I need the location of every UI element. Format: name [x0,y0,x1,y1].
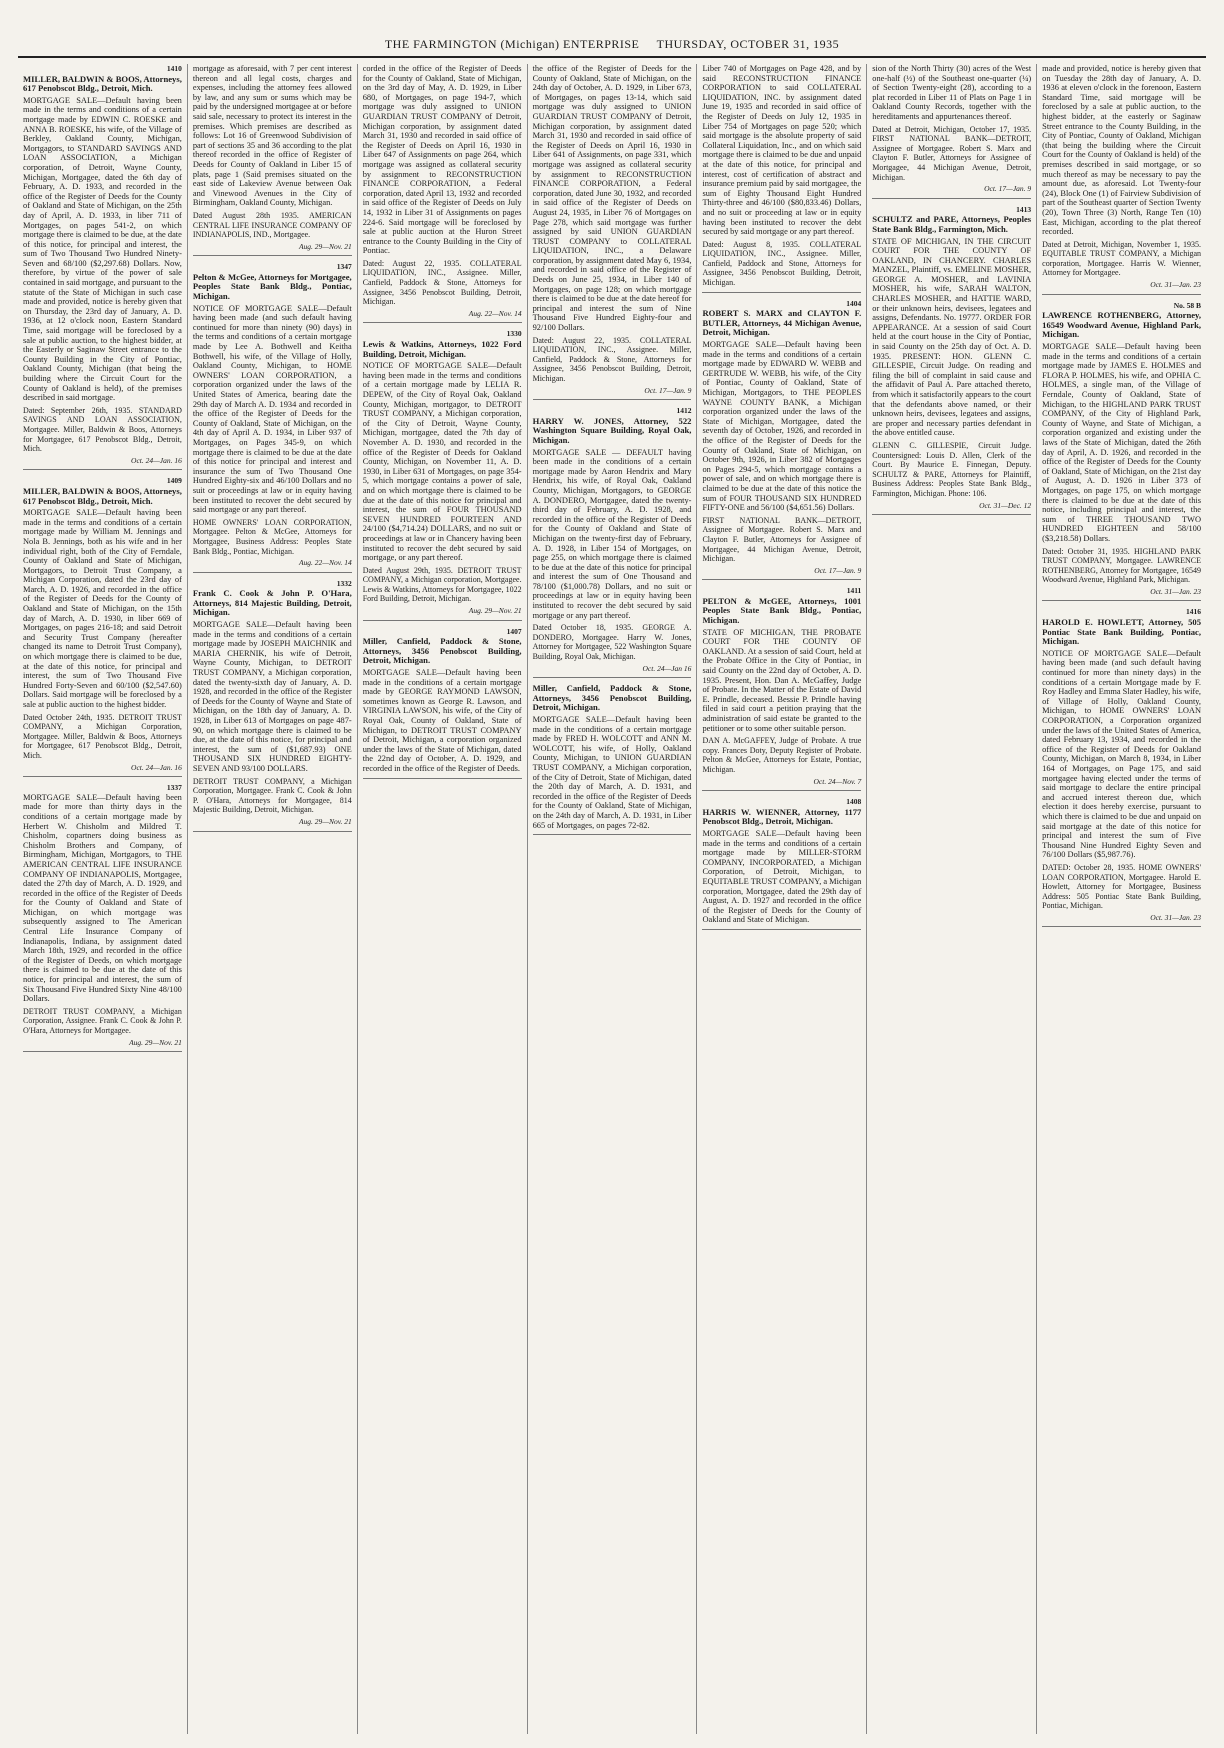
notice-signature: DATED: October 28, 1935. HOME OWNERS' LOAN CORPORATION, Mortgagee. Harold E. Howlett, Attorney for Mortgagee, Business Address: 505 Pontiac State Bank Building, Pontiac, Michigan. [1042,862,1202,911]
notice-body: corded in the office of the Register of Deeds for the County of Oakland, State of Michigan, on the 3rd day of May, A. D. 1929, in Liber 680, of Mortgages, on page 194-7, which mortgage was duly assigned to UNION GUARDIAN TRUST COMPANY of Detroit, Michigan corporation, by assignment dated March 31, 1930 and recorded in said office of the Register of Deeds on April 16, 1930 in Liber 647 of Assignments on page 264, which mortgage was assigned as collateral security by assignment to RECONSTRUCTION FINANCE CORPORATION, a Federal corporation, dated April 13, 1932 and recorded in said office of the Register of Deeds on July 14, 1932 in Liber 31 of Assignments on pages 224-6. Said mortgage will be foreclosed by sale at public auction at the Huron Street entrance to the County Building in the City of Pontiac. [362,64,522,256]
notice-run-dates: Oct. 24—Nov. 7 [813,776,862,786]
notice-body: NOTICE OF MORTGAGE SALE—Default having been made in the terms and conditions of a certain mortgage made by LELIA R. DEPEW, of the City of Royal Oak, Oakland County, Michigan, mortgagor, to DETROIT TRUST COMPANY, a Michigan corporation, of the City of Detroit, Wayne County, Michigan, mortgagee, dated the 7th day of November A. D. 1930, and recorded in the office of the Register of Deeds for Oakland County, Michigan, on November 11, A. D. 1930, in Liber 631 of Mortgages, on page 354-5, which mortgage contains a power of sale, and on which mortgage there is claimed to be due at the date of this notice for principal and interest, the sum of FOUR THOUSAND SEVEN HUNDRED FOURTEEN AND 24/100 ($4,714.24) DOLLARS, and no suit or proceedings at law or in Chancery having been instituted to recover the debt secured by said mortgage, or any part thereof. [362,361,522,563]
legal-notice [23,783,182,1052]
notice-signature: Dated: August 22, 1935. COLLATERAL LIQUIDATION, INC., Assignee. Miller, Canfield, Paddock & Stone, Attorneys for Assignee, 3456 Penobscot Building, Detroit, Michigan. [532,335,692,383]
notice-signature: Dated: August 8, 1935. COLLATERAL LIQUIDATION, INC., Assignee. Miller, Canfield, Paddock and Stone, Attorneys for Assignee, 3456 Penobscot Building, Detroit, Michigan. [702,239,862,288]
notice-body: MORTGAGE SALE—Default having been made in the terms and conditions of a certain mortgage made by EDWARD W. WEBB and GERTRUDE W. WEBB, his wife, of the City of Pontiac, County of Oakland, State of Michigan, Mortgagors, to THE PEOPLES WAYNE COUNTY BANK, a Michigan corporation organized under the laws of the State of Michigan, Mortgagee, dated the seventh day of October, 1926, and recorded in the office of the Register of Deeds for the County of Oakland, State of Michigan, on October 9th, 1926, in Liber 382 of Mortgages on Pages 294-5, which mortgage contains a power of sale, and on which mortgage there is claimed to be due at the date of this notice the sum of FOUR THOUSAND SIX HUNDRED FIFTY-ONE and 56/100 ($4,651.56) Dollars. [702,340,862,513]
notice-run-dates: Oct. 31—Jan. 23 [1150,912,1202,922]
notice-run-dates: Oct. 24—Jan 16 [642,663,692,673]
notice-signature: Dated August 28th 1935. AMERICAN CENTRAL LIFE INSURANCE COMPANY OF INDIANAPOLIS, IND., Mortgagee. [192,210,352,240]
notice-body: STATE OF MICHIGAN, IN THE CIRCUIT COURT FOR THE COUNTY OF OAKLAND, IN CHANCERY. CHARLES MANZEL, Plaintiff, vs. EMELINE MOSHER, GEORGE A. MOSHER, and LAVINIA MOSHER, his wife, SARAH WALTON, CHARLES MOSHER, and HATTIE WARD, or their unknown heirs, devisees, legatees and assigns, Defendants. No. 19777. ORDER FOR APPEARANCE. At a session of said Court held at the court house in the City of Pontiac, in said County on the 25th day of Oct. A. D. 1935. PRESENT: HON. GLENN C. GILLESPIE, Circuit Judge. On reading and filing the bill of complaint in said cause and the affidavit of Paul A. Pare attached thereto, from which it satisfactorily appears to the court that the defendants above named, or their unknown heirs, devisees, legatees and assigns, are proper and necessary parties defendant in the above entitled cause. [872,236,1032,438]
notice-firm: HARRY W. JONES, Attorney, 522 Washington Square Building, Royal Oak, Michigan. [532,415,692,445]
paper-name: THE FARMINGTON (Michigan) ENTERPRISE [384,37,640,51]
notice-firm: HAROLD E. HOWLETT, Attorney, 505 Pontiac State Bank Building, Pontiac, Michigan. [1042,617,1202,647]
legal-notice [1042,301,1201,602]
notice-signature: Dated October 24th, 1935. DETROIT TRUST COMPANY, a Michigan Corporation, Mortgagee. Miller, Baldwin & Boos, Attorneys for Mortgagee, 617 Penobscot Bldg., Detroit, Mich. [23,712,182,760]
notice-run-dates: Oct. 31—Jan. 23 [1150,280,1202,290]
notice-number: 1332 [336,578,352,588]
notice-number: 1407 [506,626,522,636]
legal-notice [533,684,692,835]
newspaper-page [18,64,1206,1734]
notice-number: 1413 [1016,204,1032,214]
notice-firm: Lewis & Watkins, Attorneys, 1022 Ford Building, Detroit, Michigan. [362,339,522,359]
column-2 [187,64,357,1734]
legal-notice [363,627,522,779]
notice-body: NOTICE OF MORTGAGE SALE—Default having been made (and such default having continued for more than ninety days) in the conditions of a certain Mortgage made by F. Roy Hadley and Emma Slater Hadley, his wife, of Village of Holly, Oakland County, Michigan, to HOME OWNERS' LOAN CORPORATION, a Corporation organized under the laws of the United States of America, dated February 13, 1934, and recorded in the office of the Register of Deeds for Oakland County, Michigan, on March 8, 1934, in Liber 164 of Mortgages, on Page 175, and said mortgagee having elected under the terms of said mortgage to declare the entire principal and accrued interest thereon due, which election it does hereby exercise, pursuant to which there is claimed to be due and unpaid on said mortgage at the date of this notice for principal and interest the sum of Five Thousand Nine Hundred Eighty Seven and 76/100 Dollars ($5,987.76). [1042,648,1202,860]
notice-firm: Frank C. Cook & John P. O'Hara, Attorneys, 814 Majestic Building, Detroit, Michigan. [192,588,352,618]
notice-signature: FIRST NATIONAL BANK—DETROIT, Assignee of Mortgagee. Robert S. Marx and Clayton F. Butler, Attorneys for Assignee of Mortgagee, 44 Michigan Avenue, Detroit, Michigan. [702,515,862,564]
notice-run-dates: Aug. 29—Nov. 21 [129,1037,182,1047]
legal-notice [193,579,352,832]
notice-run-dates: Oct. 17—Jan. 9 [644,385,692,395]
column-1 [18,64,187,1734]
notice-number: 1410 [166,64,182,73]
notice-run-dates: Oct. 31—Jan. 23 [1150,586,1202,596]
legal-notice [363,64,522,323]
notice-signature: Dated at Detroit, Michigan, November 1, 1935. EQUITABLE TRUST COMPANY, a Michigan corporation, Mortgagee. Harris W. Wienner, Attorney for Mortgagee. [1042,239,1202,278]
notice-run-dates: Oct. 31—Dec. 12 [979,500,1032,510]
notice-run-dates: Aug. 29—Nov. 21 [468,606,522,616]
notice-number: 1347 [336,262,352,272]
notice-body: sion of the North Thirty (30) acres of the West one-half (½) of the Southeast one-quarter (¼) of Section Twenty-eight (28), according to a plat recorded in Liber 11 of Plats on Page 1 in Oakland County Records, together with the hereditaments and appurtenances thereof. [872,64,1032,121]
notice-body: MORTGAGE SALE—Default having been made in the terms and conditions of a certain mortgage made by William M. Jennings and Nola B. Jennings, both as his wife and in her individual right, both of the City of Ferndale, County of Oakland and State of Michigan, Mortgagors, to Detroit Trust Company, a Michigan Corporation, dated the 23rd day of March, A. D. 1926, and recorded in the office of the Register of Deeds for the County of Oakland and State of Michigan, on the 15th day of March, A. D. 1930, in liber 669 of Mortgages, on pages 216-18; and said Detroit and Security Trust Company (hereafter changed its name to Detroit Trust Company), on which mortgage there is claimed to be due, at the date of this notice, for principal and interest, the sum of Two Thousand Five Hundred Forty-Seven and 60/100 ($2,547.60) Dollars. Said mortgage will be foreclosed by a sale at public auction to the highest bidder. [23,508,182,709]
notice-body: the office of the Register of Deeds for the County of Oakland, State of Michigan, on the 24th day of October, A. D. 1929, in Liber 673, of Mortgages, on pages 13-14, which said mortgage was duly assigned to UNION GUARDIAN TRUST COMPANY of Detroit, Michigan corporation, by assignment dated March 31, 1930 and recorded in said office of the Register of Deeds on April 16, 1930 in Liber 641 of Assignments, on page 331, which mortgage was assigned as collateral security by assignment to RECONSTRUCTION FINANCE CORPORATION, a Federal corporation, dated June 30, 1932, and recorded in said office of the Register of Deeds on August 24, 1935, in Liber 76 of Mortgages on Page 278, which said mortgage was further assigned by said UNION GUARDIAN TRUST COMPANY to COLLATERAL LIQUIDATION, INC., a Delaware corporation, by assignment dated May 6, 1934, and recorded in said office of the Register of Deeds on June 25, 1934, in Liber 140 of Mortgages, on page 128; on which mortgage there is claimed to be due at the date hereof for principal and interest the sum of Nine Thousand Five Hundred Eighty-four and 92/100 Dollars. [532,64,692,333]
notice-signature: Dated at Detroit, Michigan, October 17, 1935. FIRST NATIONAL BANK—DETROIT, Assignee of Mortgagee. Robert S. Marx and Clayton F. Butler, Attorneys for Assignee of Mortgagee, 44 Michigan Avenue, Detroit, Michigan. [872,124,1032,182]
legal-notice [193,64,352,256]
notice-signature: Dated: August 22, 1935. COLLATERAL LIQUIDATION, INC., Assignee. Miller, Canfield, Paddock & Stone, Attorneys for Assignee, 3456 Penobscot Building, Detroit, Michigan. [362,258,522,307]
notice-firm: Pelton & McGee, Attorneys for Mortgagee, Peoples State Bank Bldg., Pontiac, Michigan. [192,271,352,302]
notice-body: made and provided, notice is hereby given that on Tuesday the 28th day of January, A. D. 1936 at eleven o'clock in the forenoon, Eastern Standard Time, said mortgage will be foreclosed by a sale at public auction, to the highest bidder, at the easterly or Saginaw Street entrance to the County Building, in the City of Pontiac, County of Oakland, Michigan (that being the building where the Circuit Court for the County of Oakland is held) of the premises described in said mortgage, or so much thereof as may be necessary to pay the amount due, as aforesaid. Lot Twenty-four (24), Block One (1) of Fairview Subdivision of part of the Southeast quarter of Section Twenty (20), Town Three (3) North, Range Ten (10) East, Michigan, according to the plat thereof recorded. [1042,64,1202,237]
notice-body: STATE OF MICHIGAN, THE PROBATE COURT FOR THE COUNTY OF OAKLAND. At a session of said Court, held at the Probate Office in the City of Pontiac, in said County on the 22nd day of October, A. D. 1935. Present, Hon. Dan A. McGaffey, Judge of Probate. In the Matter of the Estate of David E. Prindle, deceased. Bessie P. Prindle having filed in said court a petition praying that the administration of said estate be granted to the petitioner or to some other suitable person. [702,627,862,733]
notice-number: 1409 [166,476,182,486]
column-6 [866,64,1036,1734]
legal-notice [702,797,861,930]
legal-notice [1042,607,1201,927]
notice-firm: HARRIS W. WIENNER, Attorney, 1177 Penobscot Bldg., Detroit, Michigan. [702,806,862,827]
notice-run-dates: Aug. 22—Nov. 14 [468,308,522,318]
column-3 [357,64,527,1734]
column-4 [527,64,697,1734]
notice-body: MORTGAGE SALE—Default having been made in the terms and conditions of a certain mortgage made by JAMES E. HOLMES and FLORA P. HOLMES, his wife, and OPHIA C. HOLMES, a single man, of the Village of Ferndale, County of Oakland, State of Michigan, to the HIGHLAND PARK TRUST COMPANY, of the City of Highland Park, County of Wayne, and State of Michigan, a corporation organized and existing under the laws of the State of Michigan, dated the 26th day of April, A. D. 1926, and recorded in the office of the Register of Deeds for the County of Oakland, State of Michigan, on the 21st day of August, A. D. 1926 in Liber 373 of Mortgages, on page 175, on which mortgage there is claimed to be due at the date of this notice, including principal and interest, the sum of THREE THOUSAND TWO HUNDRED EIGHTEEN and 58/100 ($3,218.58) Dollars. [1042,342,1202,543]
notice-body: MORTGAGE SALE — DEFAULT having been made in the conditions of a certain mortgage made by Aaron Hendrix and Mary Hendrix, his wife, of Royal Oak, Oakland County, Michigan, Mortgagors, to GEORGE A. DONDERO, Mortgagee, dated the twenty-third day of February, A. D. 1928, and recorded in the office of the Register of Deeds for the County of Oakland and State of Michigan on the twenty-first day of February, A. D. 1928, in Liber 154 of Mortgages, on page 255, on which mortgage there is claimed to be due at the date of this notice for principal and interest the sum of One Thousand and 78/100 ($1,000.78) Dollars, and no suit or proceedings at law or in equity having been instituted to recover the debt secured by said mortgage or any part thereof. [532,447,692,620]
notice-number: 1404 [846,298,862,308]
notice-firm: MILLER, BALDWIN & BOOS, Attorneys, 617 Penobscot Bldg., Detroit, Mich. [23,485,182,506]
notice-number: 1416 [1186,607,1202,617]
notice-firm: MILLER, BALDWIN & BOOS, Attorneys, 617 Penobscot Bldg., Detroit, Mich. [23,73,182,94]
notice-body: MORTGAGE SALE—Default having been made for more than thirty days in the conditions of a certain mortgage made by Herbert W. Chisholm and Mildred T. Chisholm, copartners doing business as Chisholm Brothers and Company, of Birmingham, Michigan, Mortgagors, to THE AMERICAN CENTRAL LIFE INSURANCE COMPANY OF INDIANAPOLIS, Mortgagee, dated the 27th day of March, A. D. 1929, and recorded in the office of the Register of Deeds for the County of Oakland and State of Michigan, on which mortgage was subsequently assigned to The American Central Life Insurance Company of Indianapolis, Indiana, by assignment dated March 18th, 1929, and recorded in the office of the Register of Deeds, on which mortgage there is claimed to be due at the date of this notice, for principal and interest, the sum of Six Thousand Five Hundred Sixty Nine 48/100 Dollars. [23,792,182,1004]
notice-body: MORTGAGE SALE—Default having been made in the conditions of a certain mortgage made by FRED H. WOLCOTT and ANN M. WOLCOTT, his wife, of Holly, Oakland County, Michigan, to UNION GUARDIAN TRUST COMPANY, a Michigan corporation, of the City of Detroit, State of Michigan, dated the 20th day of March, A. D. 1931, and recorded in the office of the Register of Deeds for the County of Oakland, State of Michigan, on the 24th day of March, A. D. 1931, in Liber 665 of Mortgages, on pages 72-82. [532,715,692,830]
notice-signature: DETROIT TRUST COMPANY, a Michigan Corporation, Assignee. Frank C. Cook & John P. O'Hara, Attorneys for Mortgagee. [23,1006,182,1035]
legal-notice [533,64,692,400]
notice-firm: ROBERT S. MARX and CLAYTON F. BUTLER, Attorneys, 44 Michigan Avenue, Detroit, Michigan. [702,308,862,338]
column-7 [1036,64,1206,1734]
notice-signature: HOME OWNERS' LOAN CORPORATION, Mortgagee. Pelton & McGee, Attorneys for Mortgagee, Business Address: Peoples State Bank Bldg., Pontiac, Michigan. [192,517,352,556]
legal-notice [872,205,1031,515]
legal-notice [702,299,861,581]
notice-body: mortgage as aforesaid, with 7 per cent interest thereon and all legal costs, charges and expenses, including the attorney fees allowed by law, and any sum or sums which may be paid by the undersigned mortgagee at or before said sale, necessary to protect its interest in the premises. Which premises are described as follows: Lot 16 of Greenwood Subdivision of part of sections 35 and 36 according to the plat thereof recorded in the office of Register of Deeds for County of Oakland in Liber 15 of plats, page 1 (Said premises situated on the east side of Lakeview Avenue between Oak and Vinewood Avenues in the City of Birmingham, Oakland County, Michigan. [192,64,352,208]
issue-date: THURSDAY, OCTOBER 31, 1935 [656,37,840,51]
notice-body: NOTICE OF MORTGAGE SALE—Default having been made (and such default having continued for more than ninety (90) days) in the terms and conditions of a certain mortgage made by Lee A. Bothwell and Keitha Bothwell, his wife, of the Village of Holly, Oakland County, Michigan, to HOME OWNERS' LOAN CORPORATION, a corporation organized under the laws of the United States of America, bearing date the 29th day of March A. D. 1934 and recorded in the office of the Register of Deeds for the County of Oakland, State of Michigan, on the 4th day of April A. D. 1934, in Liber 937 of Mortgages, on Pages 345-9, on which mortgage there is claimed to be due at the date of this notice for principal and interest and insurance the sum of Two Thousand One Hundred Eighty-six and 46/100 Dollars and no suit or proceedings at law or in equity having been instituted to recover the debt secured by said mortgage or any part thereof. [192,303,352,515]
legal-notice [872,64,1031,199]
notice-signature: Dated August 29th, 1935. DETROIT TRUST COMPANY, a Michigan corporation, Mortgagee. Lewis & Watkins, Attorneys for Mortgagee, 1022 Ford Building, Detroit, Michigan. [362,565,522,604]
notice-body: MORTGAGE SALE—Default having been made in the terms and conditions of a certain mortgage made by JOSEPH MAICHNIK and MARIA CHERNIK, his wife of Detroit, Wayne County, Michigan, to DETROIT TRUST COMPANY, a Michigan corporation, dated the twenty-sixth day of January, A. D. 1928, and recorded in the office of the Register of Deeds for the County of Wayne and State of Michigan, on the 18th day of January, A. D. 1928, in Liber 613 of Mortgages on page 487-90, on which mortgage there is claimed to be due, at the date of this notice, for principal and interest, the sum of ($1,687.93) ONE THOUSAND SIX HUNDRED EIGHTY-SEVEN AND 93/100 DOLLARS. [192,620,352,773]
legal-notice [193,262,352,572]
notice-number: 1411 [846,586,862,596]
notice-signature: Dated: September 26th, 1935. STANDARD SAVINGS AND LOAN ASSOCIATION, Mortgagee. Miller, Baldwin & Boos, Attorneys for Mortgagee, 617 Penobscot Bldg., Detroit, Mich. [23,405,182,454]
notice-run-dates: Oct. 17—Jan. 9 [814,565,862,575]
notice-run-dates: Aug. 29—Nov. 21 [298,816,352,826]
notice-number: No. 58 B [1173,300,1202,310]
legal-notice [23,476,182,777]
notice-signature: GLENN C. GILLESPIE, Circuit Judge. Countersigned: Louis D. Allen, Clerk of the Court. By Maurice E. Finnegan, Deputy. SCHULTZ & PARE, Attorneys for Plaintiff, Business Address: Peoples State Bank Bldg., Farmington, Michigan. Phone: 106. [872,440,1032,498]
notice-run-dates: Aug. 29—Nov. 21 [298,241,352,251]
notice-firm: Miller, Canfield, Paddock & Stone, Attorneys, 3456 Penobscot Building, Detroit, Michigan. [362,636,522,666]
notice-body: MORTGAGE SALE—Default having been made in the terms and conditions of a certain mortgage made by MILLER-STORM COMPANY, INCORPORATED, a Michigan Corporation, of Detroit, Michigan, to EQUITABLE TRUST COMPANY, a Michigan corporation, Mortgagee, dated the 29th day of August, A. D. 1927 and recorded in the office of the Register of Deeds for the County of Oakland and State of Michigan. [702,828,862,925]
notice-number: 1330 [506,329,522,339]
legal-notice [363,329,522,620]
masthead [18,30,1206,58]
notice-run-dates: Oct. 17—Jan. 9 [984,184,1032,194]
notice-run-dates: Oct. 24—Jan. 16 [131,762,182,772]
notice-body: Liber 740 of Mortgages on Page 428, and by said RECONSTRUCTION FINANCE CORPORATION to said COLLATERAL LIQUIDATION, INC. by assignment dated June 19, 1935 and recorded in said office of the Register of Deeds on July 12, 1935 in Liber 754 of Mortgages on page 520; which said mortgage is the absolute property of said Collateral Liquidation, Inc., and on which said mortgage there is claimed to be due and unpaid at the date of this notice, for principal and interest, cost of certification of abstract and insurance premium paid by said mortgagee, the sum of Eighty Thousand Eight Hundred Thirty-three and 46/100 ($80,833.46) Dollars, and no suit or proceeding at law or in equity having been instituted to recover the debt secured by said mortgage or any part thereof. [702,64,862,237]
legal-notice [702,64,861,293]
masthead-line [18,37,1206,52]
notice-body: MORTGAGE SALE—Default having been made in the terms and conditions of a certain mortgage made by EDWIN C. ROESKE and ANNA B. ROESKE, his wife, of the Village of Berkley, Oakland County, Michigan, Mortgagors, to STANDARD SAVINGS AND LOAN ASSOCIATION, a Michigan corporation, of Detroit, Wayne County, Michigan, Mortgagee, dated the 6th day of February, A. D. 1933, and recorded in the office of the Register of Deeds for the County of Oakland and State of Michigan, on the 25th day of April, A. D. 1933, in liber 711 of Mortgages, on pages 541-2, on which mortgage there is claimed to be due, at the date of this notice, for principal and interest, the sum of Two Thousand Two Hundred Ninety-Seven and 68/100 ($2,297.68) Dollars. Now, therefore, by virtue of the power of sale contained in said mortgage, and pursuant to the statute of the State of Michigan in such case made and provided, notice is hereby given that on Thursday, the 23rd day of January, A. D. 1936, at 12 o'clock noon, Eastern Standard Time, said mortgage will be foreclosed by a sale at public auction, to the highest bidder, at the Easterly or Saginaw Street entrance to the County Building in the City of Pontiac, Oakland County, Michigan (that being the building where the Circuit Court for the County of Oakland is held), of the premises described in said mortgage. [23,95,182,403]
notice-signature: Dated: October 31, 1935. HIGHLAND PARK TRUST COMPANY, Mortgagee. LAWRENCE ROTHENBERG, Attorney for Mortgagee, 16549 Woodward Avenue, Highland Park, Michigan. [1042,546,1202,585]
notice-number: 1337 [166,783,182,793]
notice-signature: DAN A. McGAFFEY, Judge of Probate. A true copy. Frances Doty, Deputy Register of Probate. Pelton & McGee, Attorneys for Estate, Pontiac, Michigan. [702,736,862,774]
notice-firm: PELTON & McGEE, Attorneys, 1001 Peoples State Bank Bldg., Pontiac, Michigan. [702,595,862,626]
notice-signature: Dated October 18, 1935. GEORGE A. DONDERO, Mortgagee. Harry W. Jones, Attorney for Mortgagee, 522 Washington Square Building, Royal Oak, Michigan. [532,623,692,662]
notice-run-dates: Oct. 24—Jan. 16 [131,455,182,465]
column-5 [696,64,866,1734]
notice-firm: SCHULTZ and PARE, Attorneys, Peoples State Bank Bldg., Farmington, Mich. [872,214,1032,234]
notice-run-dates: Aug. 22—Nov. 14 [298,558,352,568]
legal-notice [1042,64,1201,295]
notice-signature: DETROIT TRUST COMPANY, a Michigan Corporation, Mortgagee. Frank C. Cook & John P. O'Hara, Attorneys for Mortgagee, 814 Majestic Building, Detroit, Michigan. [192,776,352,815]
notice-body: MORTGAGE SALE—Default having been made in the conditions of a certain mortgage made by GEORGE RAYMOND LAWSON, sometimes known as George R. Lawson, and VIRGINIA LAWSON, his wife, of the City of Royal Oak, County of Oakland, State of Michigan, to DETROIT TRUST COMPANY of Detroit, Michigan, a corporation organized under the laws of the State of Michigan, dated the 22nd day of October, A. D. 1929, and recorded in the office of the Register of Deeds. [362,668,522,773]
notice-firm: Miller, Canfield, Paddock & Stone, Attorneys, 3456 Penobscot Building, Detroit, Michigan. [532,683,692,713]
legal-notice [533,406,692,678]
legal-notice [23,64,182,470]
legal-notice [702,586,861,791]
notice-firm: LAWRENCE ROTHENBERG, Attorney, 16549 Woodward Avenue, Highland Park, Michigan. [1042,310,1202,340]
notice-number: 1408 [846,797,862,807]
notice-number: 1412 [676,406,692,416]
